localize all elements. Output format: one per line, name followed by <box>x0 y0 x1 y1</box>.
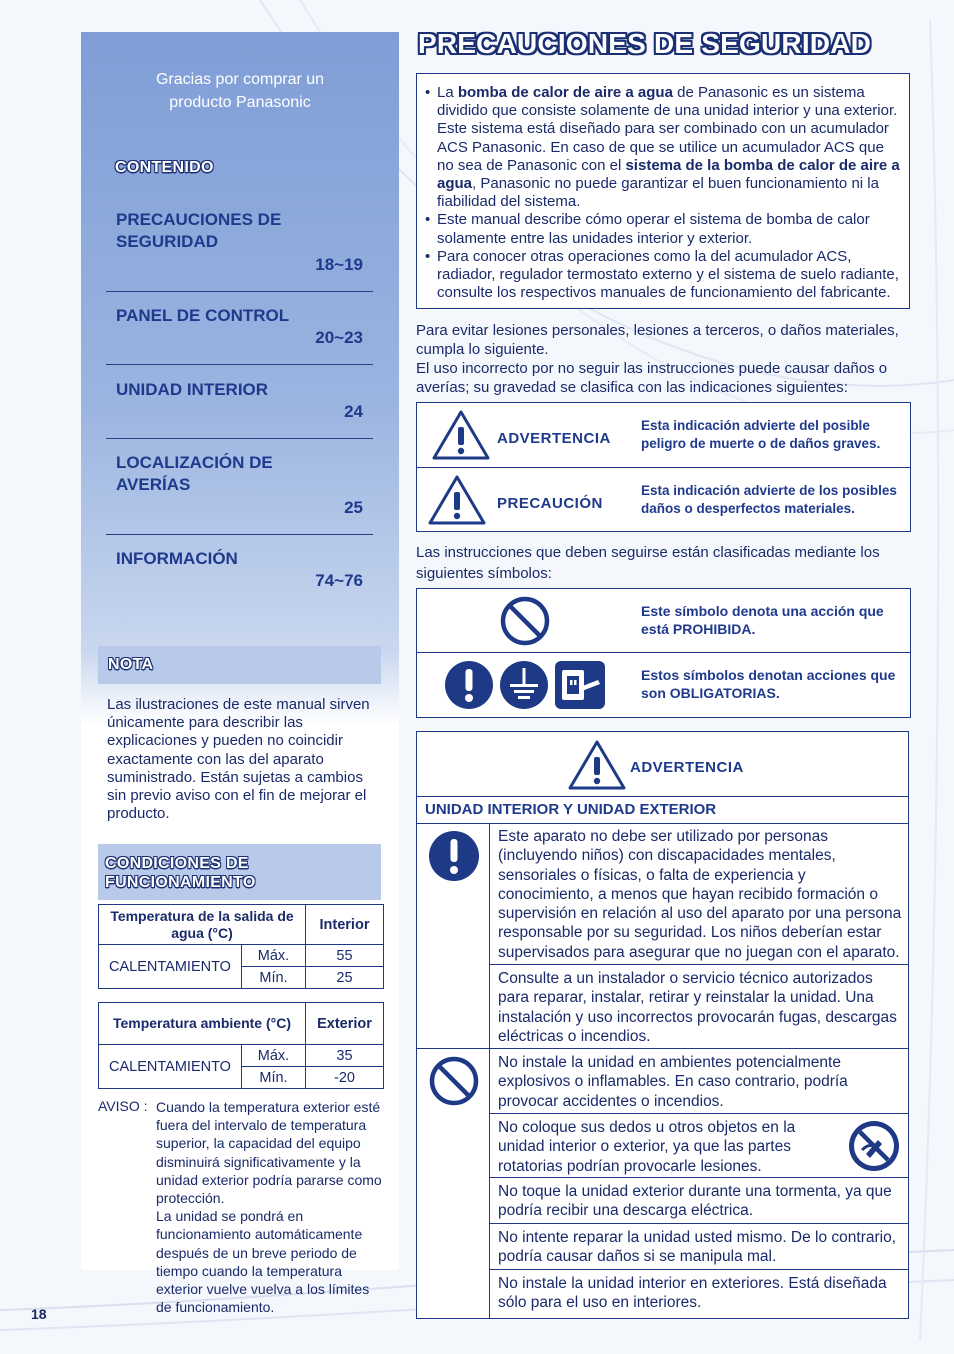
warning-row: No coloque sus dedos u otros objetos en la unidad interior o exterior, ya que las partes rotatorias podrían provocarle lesiones. <box>489 1113 909 1178</box>
symbols-paragraph: Las instrucciones que deben seguirse están clasificadas mediante los siguientes símbolos: <box>416 544 880 582</box>
toc-item-page: 20~23 <box>315 328 363 347</box>
mandatory-action-icon <box>444 660 494 710</box>
table-header: Exterior <box>306 1003 384 1045</box>
toc-item-page: 24 <box>344 402 363 421</box>
note-text: Las ilustraciones de este manual sirven únicamente para describir las explicaciones y pueden no coincidir exactamente con las del aparato suministrado. Están sujetas a cambios sin previo aviso con el fin de mejorar el producto. <box>107 696 370 823</box>
toc-item-label: PANEL DE CONTROL <box>116 306 290 325</box>
table-cell: Máx. <box>242 945 306 967</box>
ambient-temperature-table <box>98 1002 384 1089</box>
table-header: Interior <box>306 905 384 945</box>
warning-triangle-icon <box>567 739 627 791</box>
note-header <box>98 646 381 684</box>
toc-item-information[interactable] <box>106 534 373 594</box>
table-cell-mode: CALENTAMIENTO <box>99 1045 242 1089</box>
toc-item-label: INFORMACIÓN <box>116 549 238 568</box>
toc-item-control-panel[interactable] <box>106 291 373 365</box>
conditions-header <box>98 844 381 900</box>
intro-bullet: • Este manual describe cómo operar el sistema de bomba de calor solamente entre las unidades interior y exterior. <box>425 211 901 247</box>
ground-connection-icon <box>499 660 549 710</box>
instructions-paragraph: Para evitar lesiones personales, lesiones a terceros, o daños materiales, cumpla lo siguiente. El uso incorrecto por no seguir las instrucciones puede causar daños o averías; su gravedad se clasifica con las indicaciones siguientes: <box>416 322 899 396</box>
warning-table-header <box>417 732 908 797</box>
toc-item-page: 74~76 <box>315 571 363 590</box>
warning-row: No instale la unidad interior en exteriores. Está diseñada sólo para el uso en interiores. <box>489 1269 909 1318</box>
table-cell: Mín. <box>242 967 306 989</box>
symbol-description: Estos símbolos denotan acciones que son OBLIGATORIAS. <box>641 667 896 701</box>
caution-triangle-icon <box>427 474 487 526</box>
toc-item-safety[interactable] <box>106 200 373 292</box>
severity-row-warning <box>417 403 910 468</box>
prohibited-icon <box>428 1055 480 1107</box>
severity-label: ADVERTENCIA <box>497 430 611 447</box>
thanks-message: Gracias por comprar un producto Panasonic <box>155 71 325 111</box>
warning-row: No toque la unidad exterior durante una tormenta, ya que podría recibir una descarga eléctrica. <box>489 1177 909 1224</box>
warning-row: No instale la unidad en ambientes potencialmente explosivos o inflamables. En caso contrario, podría provocar accidentes o incendios. <box>489 1048 909 1114</box>
contents-title: CONTENIDO <box>115 159 214 176</box>
warning-row: Consulte a un instalador o servicio técnico autorizados para reparar, instalar, retirar y reinstalar la unidad. Una instalación y uso incorrectos provocarán fugas, descargas eléctricas o incendios. <box>489 964 909 1049</box>
symbols-table <box>416 588 911 718</box>
symbol-description: Este símbolo denota una acción que está PROHIBIDA. <box>641 603 884 637</box>
toc-item-label: UNIDAD INTERIOR <box>116 380 269 399</box>
severity-description: Esta indicación advierte de los posibles daños o desperfectos materiales. <box>641 483 897 516</box>
mandatory-action-icon <box>428 830 480 882</box>
prohibited-icon <box>499 595 551 647</box>
warning-row: Este aparato no debe ser utilizado por personas (incluyendo niños) con discapacidades mentales, sensoriales o físicas, o falta de experiencia y conocimiento, a menos que hayan recibido formación o supervisión en relación al uso del aparato por una persona responsable por su seguridad. Los niños deberían estar supervisados para asegurar que no juegan con el aparato. <box>489 823 909 964</box>
unplug-socket-icon <box>554 660 606 710</box>
table-cell: Mín. <box>242 1067 306 1089</box>
page-number: 18 <box>31 1306 47 1322</box>
table-header: Temperatura ambiente (°C) <box>99 1003 306 1045</box>
symbol-row-prohibited <box>417 589 910 653</box>
notice-label: AVISO : <box>98 1098 148 1114</box>
warning-table-title: ADVERTENCIA <box>630 759 744 776</box>
severity-table <box>416 402 911 532</box>
table-cell: -20 <box>306 1067 384 1089</box>
conditions-title: CONDICIONES DE FUNCIONAMIENTO <box>105 855 256 891</box>
intro-bullet: • La bomba de calor de aire a agua de Panasonic es un sistema dividido que consiste solamente de una unidad interior y una exterior. Este sistema está diseñado para ser combinado con un acumulador ACS Panasonic. En caso de que se utilice un acumulador ACS que no sea de Panasonic con el sistema de la bomba de calor de aire a agua, Panasonic no puede garantizar el buen funcionamiento ni la fiabilidad del sistema. <box>425 84 901 211</box>
warning-table-subtitle: UNIDAD INTERIOR Y UNIDAD EXTERIOR <box>417 797 908 824</box>
page-title: PRECAUCIONES DE SEGURIDAD <box>418 28 872 59</box>
warning-table <box>416 731 909 1319</box>
warning-row: No intente reparar la unidad usted mismo. De lo contrario, podría causar daños si se manipula mal. <box>489 1223 909 1270</box>
severity-row-caution <box>417 468 910 531</box>
intro-bullet: • Para conocer otras operaciones como la del acumulador ACS, radiador, regulador termostato externo y el sistema de suelo radiante, consulte los respectivos manuales de funcionamiento del fabricante. <box>425 248 901 303</box>
toc-item-label: LOCALIZACIÓN DE AVERÍAS <box>116 453 273 494</box>
toc-item-indoor-unit[interactable] <box>106 364 373 439</box>
toc-item-troubleshooting[interactable] <box>106 438 373 535</box>
symbol-row-mandatory <box>417 653 910 717</box>
table-cell-mode: CALENTAMIENTO <box>99 945 242 989</box>
table-cell: 55 <box>306 945 384 967</box>
severity-label: PRECAUCIÓN <box>497 495 603 512</box>
no-fingers-rotating-parts-icon <box>848 1120 900 1172</box>
water-temperature-table <box>98 904 384 989</box>
notice-text: Cuando la temperatura exterior esté fuera del intervalo de temperatura superior, la capacidad del equipo disminuirá significativamente y la unidad exterior podría pararse como protección. La unidad se pondrá en funcionamiento automáticamente después de un breve periodo de tiempo cuando la temperatura exterior vuelve vuelva a los límites de funcionamiento. <box>156 1099 382 1316</box>
table-cell: 25 <box>306 967 384 989</box>
toc-item-page: 18~19 <box>315 255 363 274</box>
toc-item-page: 25 <box>344 498 363 517</box>
note-title: NOTA <box>108 656 154 673</box>
toc-item-label: PRECAUCIONES DE SEGURIDAD <box>116 210 282 251</box>
severity-description: Esta indicación advierte del posible peligro de muerte o de daños graves. <box>641 418 881 451</box>
table-cell: 35 <box>306 1045 384 1067</box>
intro-box <box>416 73 910 309</box>
sidebar <box>81 32 399 1316</box>
warning-triangle-icon <box>431 409 491 461</box>
table-header: Temperatura de la salida de agua (°C) <box>99 905 306 945</box>
table-cell: Máx. <box>242 1045 306 1067</box>
